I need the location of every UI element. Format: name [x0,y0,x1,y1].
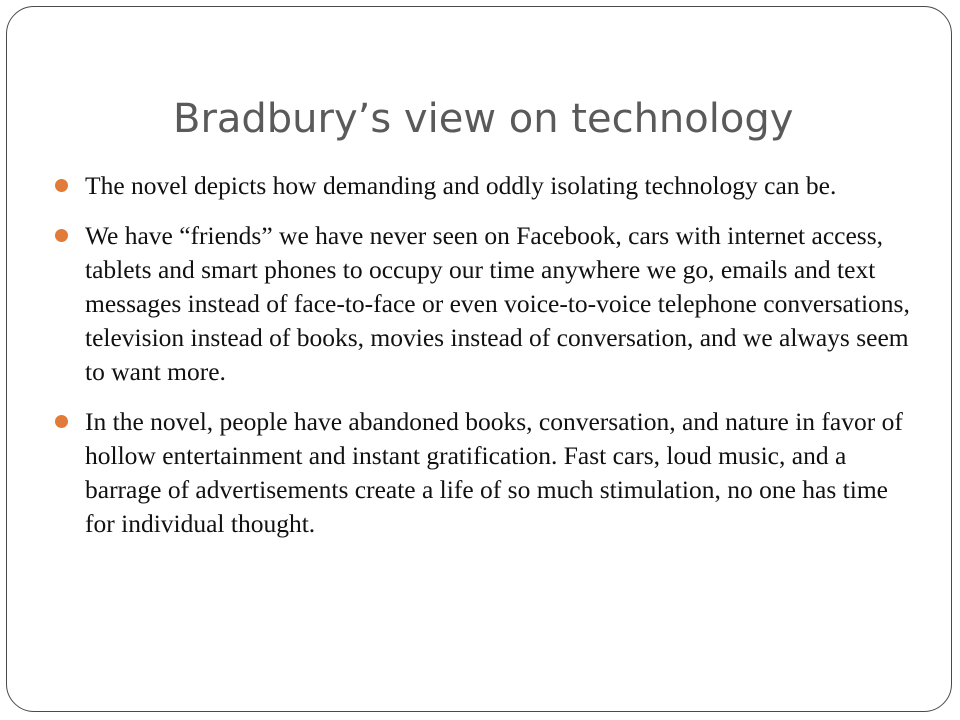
bullet-dot-icon [55,415,68,428]
slide-title: Bradbury’s view on technology [173,96,794,142]
bullet-text: The novel depicts how demanding and oddly isolating technology can be. [85,171,837,200]
bullet-item [55,405,915,541]
bullet-text: We have “friends” we have never seen on Facebook, cars with internet access, tablets and smart phones to occupy our time anywhere we go, emails and text messages instead of face-to-face or even voice-to-voice telephone conversations, television instead of books, movies instead of conversation, and we always seem to want more. [85,221,910,386]
bullet-item [55,219,915,389]
slide-frame [6,6,952,712]
bullet-text: In the novel, people have abandoned books, conversation, and nature in favor of hollow entertainment and instant gratification. Fast cars, loud music, and a barrage of advertisements create a life of so much stimulation, no one has time for individual thought. [85,407,903,538]
bullet-list [55,169,915,557]
bullet-dot-icon [55,229,68,242]
bullet-dot-icon [55,179,68,192]
bullet-item [55,169,915,203]
